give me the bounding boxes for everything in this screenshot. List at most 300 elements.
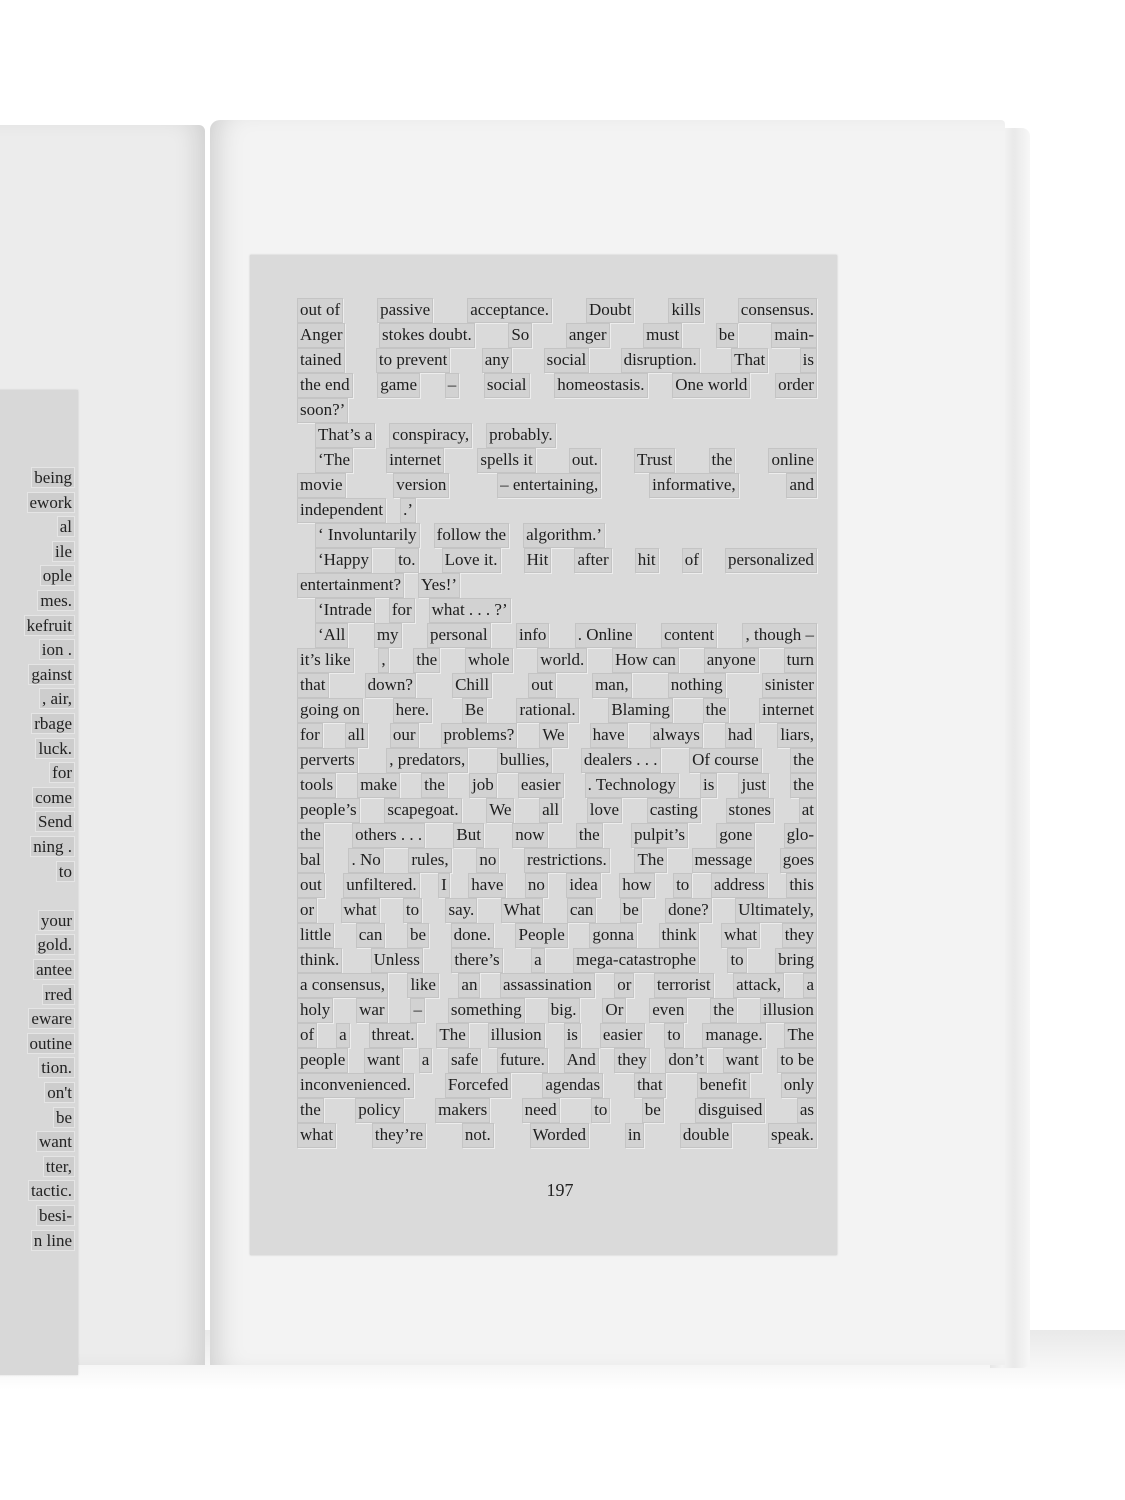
left-text-fragment xyxy=(36,812,74,832)
left-text-fragment xyxy=(29,665,74,685)
cut-out-word: illusion xyxy=(488,1023,545,1048)
left-pasted-text-block xyxy=(0,390,78,1375)
cut-out-word: kills xyxy=(668,298,703,323)
left-text-fragment xyxy=(36,739,74,759)
cut-out-word: kefruit xyxy=(26,615,72,635)
cut-out-word: problems? xyxy=(441,723,518,748)
text-line xyxy=(297,898,817,923)
left-page xyxy=(0,125,205,1365)
cut-out-word: Doubt xyxy=(586,298,635,323)
cut-out-word: unfiltered. xyxy=(343,873,419,898)
cut-out-word: want xyxy=(364,1048,403,1073)
cut-out-word: a xyxy=(803,973,817,998)
cut-out-word: illusion xyxy=(760,998,817,1023)
cut-out-word: love xyxy=(587,798,622,823)
cut-out-word: how xyxy=(619,873,654,898)
cut-out-word: Of course xyxy=(689,748,762,773)
cut-out-word: world. xyxy=(537,648,587,673)
text-line xyxy=(297,448,817,473)
cut-out-word: just xyxy=(738,773,769,798)
cut-out-word: social xyxy=(544,348,590,373)
left-text-fragment xyxy=(53,542,74,562)
cut-out-word: what . . . ?’ xyxy=(429,598,511,623)
cut-out-word: independent xyxy=(297,498,386,523)
cut-out-word: soon?’ xyxy=(297,398,348,423)
left-text-fragment xyxy=(29,1009,74,1029)
cut-out-word: after xyxy=(574,548,611,573)
cut-out-word: But xyxy=(453,823,484,848)
cut-out-word: easier xyxy=(518,773,564,798)
cut-out-word: One world xyxy=(672,373,750,398)
cut-out-word: the xyxy=(710,998,737,1023)
text-line xyxy=(297,773,817,798)
cut-out-word: ‘Happy xyxy=(315,548,372,573)
cut-out-word: what xyxy=(721,923,760,948)
cut-out-word: tactic. xyxy=(30,1181,72,1201)
cut-out-word: . Online xyxy=(575,623,636,648)
cut-out-word: have xyxy=(468,873,506,898)
cut-out-word: safe xyxy=(448,1048,481,1073)
cut-out-word: tools xyxy=(297,773,336,798)
text-line xyxy=(297,748,817,773)
left-text-fragment xyxy=(38,591,74,611)
cut-out-word: glo- xyxy=(784,823,817,848)
cut-out-word: whole xyxy=(465,648,513,673)
cut-out-word: to xyxy=(403,898,422,923)
cut-out-word: That xyxy=(731,348,768,373)
cut-out-word: ‘All xyxy=(315,623,348,648)
left-text-fragment xyxy=(36,935,74,955)
cut-out-word: the end xyxy=(297,373,353,398)
cut-out-word: . No xyxy=(348,848,383,873)
cut-out-word: little xyxy=(297,923,334,948)
cut-out-word: the xyxy=(709,448,736,473)
cut-out-word: the xyxy=(297,823,324,848)
left-text-fragment xyxy=(39,911,74,931)
left-text-fragment xyxy=(58,517,74,537)
cut-out-word: scapegoat. xyxy=(384,798,461,823)
cut-out-word: Unless xyxy=(371,948,423,973)
cut-out-word: version xyxy=(393,473,449,498)
text-line xyxy=(297,648,817,673)
text-line xyxy=(297,1048,817,1073)
cut-out-word: be xyxy=(716,323,738,348)
cut-out-word: at xyxy=(799,798,817,823)
cut-out-word: idea xyxy=(566,873,600,898)
cut-out-word: main- xyxy=(771,323,817,348)
text-line xyxy=(297,473,817,498)
text-line xyxy=(297,1023,817,1048)
cut-out-word: entertainment? xyxy=(297,573,404,598)
cut-out-word: rational. xyxy=(516,698,578,723)
cut-out-word: the xyxy=(790,773,817,798)
cut-out-word: done. xyxy=(451,923,494,948)
cut-out-word: Blaming xyxy=(608,698,673,723)
cut-out-word: What xyxy=(501,898,544,923)
cut-out-word: – xyxy=(410,998,425,1023)
cut-out-word: easier xyxy=(600,1023,646,1048)
text-line xyxy=(297,573,817,598)
cut-out-word: nothing xyxy=(668,673,726,698)
cut-out-word: consensus. xyxy=(738,298,817,323)
cut-out-word: assassination xyxy=(500,973,595,998)
text-line xyxy=(297,848,817,873)
cut-out-word: Or xyxy=(602,998,626,1023)
cut-out-word: to xyxy=(673,873,692,898)
cut-out-word: restrictions. xyxy=(524,848,610,873)
cut-out-word: bullies, xyxy=(497,748,553,773)
cut-out-word: the xyxy=(421,773,448,798)
text-line xyxy=(297,823,817,848)
cut-out-word: turn xyxy=(784,648,817,673)
cut-out-word: ning . xyxy=(33,837,72,856)
cut-out-word: to xyxy=(727,948,746,973)
cut-out-word: social xyxy=(484,373,530,398)
cut-out-word: , xyxy=(378,648,388,673)
cut-out-word: only xyxy=(781,1073,817,1098)
cut-out-word: luck. xyxy=(38,738,72,758)
cut-out-word: a xyxy=(531,948,545,973)
cut-out-word: antee xyxy=(36,960,72,979)
cut-out-word: they xyxy=(782,923,817,948)
cut-out-word: I xyxy=(438,873,450,898)
text-line xyxy=(297,598,817,623)
cut-out-word: done? xyxy=(665,898,712,923)
cut-out-word: follow the xyxy=(434,523,509,548)
text-line xyxy=(297,973,817,998)
cut-out-word: as xyxy=(797,1098,817,1123)
cut-out-word: being xyxy=(34,468,72,487)
left-text-fragment xyxy=(40,689,74,709)
cut-out-word: need xyxy=(522,1098,560,1123)
left-text-fragment xyxy=(32,1231,74,1251)
cut-out-word: that xyxy=(634,1073,666,1098)
cut-out-word: no xyxy=(525,873,548,898)
left-text-fragment xyxy=(25,616,74,636)
cut-out-word: be xyxy=(407,923,429,948)
cut-out-word: mega-catastrophe xyxy=(573,948,699,973)
left-text-fragment xyxy=(45,1083,74,1103)
cut-out-word: Forcefed xyxy=(445,1073,511,1098)
cut-out-word: Send xyxy=(38,812,72,832)
cut-out-word: personalized xyxy=(725,548,817,573)
collage-text xyxy=(297,298,817,1148)
cut-out-word: content xyxy=(661,623,717,648)
cut-out-word: and xyxy=(786,473,817,498)
text-line xyxy=(297,873,817,898)
left-text-fragment xyxy=(44,1157,74,1177)
cut-out-word: online xyxy=(768,448,817,473)
cut-out-word: .’ xyxy=(400,498,416,523)
cut-out-word: they xyxy=(614,1048,649,1073)
text-line xyxy=(297,673,817,698)
cut-out-word: People xyxy=(515,923,567,948)
cut-out-word: our xyxy=(390,723,419,748)
cut-out-word: no xyxy=(476,848,499,873)
cut-out-word: for xyxy=(297,723,323,748)
cut-out-word: makers xyxy=(435,1098,490,1123)
cut-out-word: or xyxy=(297,898,317,923)
cut-out-word: going on xyxy=(297,698,363,723)
cut-out-word: Be xyxy=(462,698,487,723)
cut-out-word: to prevent xyxy=(376,348,450,373)
text-line xyxy=(297,548,817,573)
cut-out-word: So xyxy=(508,323,532,348)
cut-out-word: ople xyxy=(42,566,72,586)
cut-out-word: game xyxy=(377,373,420,398)
cut-out-word: to xyxy=(664,1023,683,1048)
cut-out-word: your xyxy=(40,910,72,930)
cut-out-word: the xyxy=(413,648,440,673)
cut-out-word: terrorist xyxy=(654,973,714,998)
cut-out-word: on't xyxy=(47,1083,72,1102)
cut-out-word: We xyxy=(486,798,514,823)
cut-out-word: now xyxy=(512,823,547,848)
cut-out-word: a consensus, xyxy=(297,973,388,998)
cut-out-word: And xyxy=(564,1048,599,1073)
cut-out-word: – entertaining, xyxy=(497,473,601,498)
cut-out-word: spells it xyxy=(477,448,535,473)
cut-out-word: conspiracy, xyxy=(389,423,472,448)
cut-out-word: for xyxy=(52,763,72,783)
cut-out-word: always xyxy=(650,723,703,748)
text-line xyxy=(297,923,817,948)
cut-out-word: The xyxy=(784,1023,816,1048)
cut-out-word: is xyxy=(564,1023,581,1048)
text-line xyxy=(297,498,817,523)
cut-out-word: what xyxy=(297,1123,336,1148)
cut-out-word: outine xyxy=(29,1033,72,1053)
left-text-fragment xyxy=(32,468,74,488)
cut-out-word: double xyxy=(680,1123,732,1148)
cut-out-word: internet xyxy=(759,698,817,723)
cut-out-word: holy xyxy=(297,998,333,1023)
text-line xyxy=(297,798,817,823)
left-text-fragment xyxy=(43,985,74,1005)
cut-out-word: informative, xyxy=(649,473,739,498)
cut-out-word: people’s xyxy=(297,798,360,823)
text-line xyxy=(297,1073,817,1098)
cut-out-word: they’re xyxy=(372,1123,426,1148)
cut-out-word: attack, xyxy=(733,973,784,998)
left-text-fragment xyxy=(32,714,74,734)
cut-out-word: is xyxy=(800,348,817,373)
text-line xyxy=(297,373,817,398)
cut-out-word: rred xyxy=(44,984,72,1004)
cut-out-word: even xyxy=(649,998,687,1023)
cut-out-word: inconvenienced. xyxy=(297,1073,414,1098)
cut-out-word: tter, xyxy=(45,1156,72,1176)
cut-out-word: benefit xyxy=(697,1073,750,1098)
cut-out-word: disruption. xyxy=(621,348,700,373)
cut-out-word: The xyxy=(634,848,666,873)
text-line xyxy=(297,398,817,423)
cut-out-word: order xyxy=(775,373,817,398)
cut-out-word: make xyxy=(357,773,400,798)
cut-out-word: stokes doubt. xyxy=(379,323,475,348)
page-number: 197 xyxy=(546,1180,574,1200)
cut-out-word: internet xyxy=(386,448,444,473)
cut-out-word: be xyxy=(620,898,642,923)
cut-out-word: personal xyxy=(427,623,491,648)
cut-out-word: have xyxy=(590,723,628,748)
cut-out-word: address xyxy=(711,873,768,898)
cut-out-word: movie xyxy=(297,473,346,498)
left-text-fragment xyxy=(29,1181,74,1201)
cut-out-word: my xyxy=(374,623,402,648)
text-line xyxy=(297,948,817,973)
cut-out-word: of xyxy=(297,1023,317,1048)
cut-out-word: to xyxy=(58,861,72,881)
cut-out-word: gold. xyxy=(37,935,72,955)
left-text-fragment xyxy=(28,493,74,513)
cut-out-word: rbage xyxy=(34,714,72,733)
cut-out-word: eware xyxy=(31,1009,72,1029)
cut-out-word: think xyxy=(659,923,700,948)
cut-out-word: to be xyxy=(777,1048,817,1073)
cut-out-word: like xyxy=(407,973,439,998)
cut-out-word: big. xyxy=(548,998,580,1023)
cut-out-word: or xyxy=(614,973,634,998)
cut-out-word: We xyxy=(539,723,567,748)
cut-out-word: perverts xyxy=(297,748,358,773)
cut-out-word: rules, xyxy=(408,848,451,873)
cut-out-word: the xyxy=(576,823,603,848)
cut-out-word: ework xyxy=(29,492,72,512)
cut-out-word: Anger xyxy=(297,323,345,348)
cut-out-word: a xyxy=(419,1048,433,1073)
cut-out-word: is xyxy=(700,773,717,798)
cut-out-word: future. xyxy=(497,1048,548,1073)
left-text-fragment xyxy=(34,960,74,980)
cut-out-word: down? xyxy=(365,673,416,698)
cut-out-word: . Technology xyxy=(585,773,679,798)
left-text-fragment xyxy=(31,837,74,857)
left-text-fragment xyxy=(39,1058,74,1078)
cut-out-word: any xyxy=(482,348,513,373)
cut-out-word: of xyxy=(682,548,702,573)
cut-out-word: anger xyxy=(566,323,610,348)
cut-out-word: want xyxy=(723,1048,762,1073)
cut-out-word: be xyxy=(642,1098,664,1123)
cut-out-word: what xyxy=(341,898,380,923)
text-line xyxy=(297,523,817,548)
cut-out-word: had xyxy=(725,723,756,748)
cut-out-word: Love it. xyxy=(442,548,501,573)
left-text-fragment xyxy=(41,566,74,586)
text-line xyxy=(297,323,817,348)
cut-out-word: the xyxy=(297,1098,324,1123)
cut-out-word: ‘Intrade xyxy=(315,598,375,623)
cut-out-word: ‘The xyxy=(315,448,353,473)
cut-out-word: Hit xyxy=(524,548,552,573)
cut-out-word: ‘ Involuntarily xyxy=(315,523,420,548)
cut-out-word: ion . xyxy=(41,640,72,660)
cut-out-word: sinister xyxy=(762,673,817,698)
cut-out-word: bal xyxy=(297,848,324,873)
cut-out-word: tained xyxy=(297,348,345,373)
cut-out-word: disguised xyxy=(695,1098,765,1123)
left-text-fragment xyxy=(37,1132,74,1152)
cut-out-word: all xyxy=(345,723,368,748)
cut-out-word: to xyxy=(591,1098,610,1123)
left-text-fragment xyxy=(40,640,74,660)
cut-out-word: algorithm.’ xyxy=(523,523,605,548)
cut-out-word: out xyxy=(528,673,556,698)
cut-out-word: al xyxy=(59,517,72,537)
cut-out-word: probably. xyxy=(486,423,556,448)
cut-out-word: That’s a xyxy=(315,423,375,448)
cut-out-word: message xyxy=(692,848,756,873)
cut-out-word: passive xyxy=(377,298,433,323)
cut-out-word: policy xyxy=(355,1098,404,1123)
cut-out-word: agendas xyxy=(542,1073,603,1098)
cut-out-word: speak. xyxy=(768,1123,817,1148)
cut-out-word: Chill xyxy=(452,673,492,698)
cut-out-word: must xyxy=(643,323,682,348)
cut-out-word: n line xyxy=(33,1230,72,1250)
cut-out-word: gone xyxy=(716,823,755,848)
cut-out-word: , air, xyxy=(42,689,72,709)
text-line xyxy=(297,348,817,373)
text-line xyxy=(297,623,817,648)
cut-out-word: the xyxy=(790,748,817,773)
cut-out-word: it’s like xyxy=(297,648,354,673)
cut-out-word: manage. xyxy=(702,1023,765,1048)
cut-out-word: think. xyxy=(297,948,342,973)
cut-out-word: hit xyxy=(635,548,659,573)
cut-out-word: to. xyxy=(395,548,418,573)
cut-out-word: out xyxy=(297,873,325,898)
cut-out-word: out. xyxy=(569,448,601,473)
cut-out-word: an xyxy=(458,973,480,998)
cut-out-word: , predators, xyxy=(386,748,468,773)
text-line xyxy=(297,998,817,1023)
cut-out-word: others . . . xyxy=(352,823,425,848)
cut-out-word: come xyxy=(35,787,72,807)
cut-out-word: ile xyxy=(55,541,72,561)
cut-out-word: people xyxy=(297,1048,348,1073)
cut-out-word: dealers . . . xyxy=(581,748,661,773)
cut-out-word: How can xyxy=(612,648,679,673)
cut-out-word: Trust xyxy=(634,448,675,473)
cut-out-word: man, xyxy=(592,673,632,698)
cut-out-word: Worded xyxy=(530,1123,589,1148)
text-line xyxy=(297,1098,817,1123)
cut-out-word: war xyxy=(356,998,387,1023)
cut-out-word: want xyxy=(38,1132,72,1152)
cut-out-word: gainst xyxy=(31,664,72,684)
cut-out-word: besi- xyxy=(38,1206,72,1225)
cut-out-word: , though – xyxy=(742,623,816,648)
cut-out-word: info xyxy=(516,623,549,648)
cut-out-word: bring xyxy=(775,948,817,973)
cut-out-word: acceptance. xyxy=(467,298,552,323)
cut-out-word: mes. xyxy=(40,591,72,610)
left-text-fragment xyxy=(33,788,74,808)
cut-out-word: for xyxy=(389,598,415,623)
left-text-fragment xyxy=(57,862,74,882)
cut-out-word: that xyxy=(297,673,329,698)
cut-out-word: can xyxy=(567,898,597,923)
cut-out-word: liars, xyxy=(777,723,817,748)
cut-out-word: out of xyxy=(297,298,343,323)
cut-out-word: The xyxy=(436,1023,468,1048)
cut-out-word: stones xyxy=(726,798,775,823)
cut-out-word: in xyxy=(625,1123,644,1148)
cut-out-word: pulpit’s xyxy=(631,823,688,848)
cut-out-word: – xyxy=(445,373,460,398)
